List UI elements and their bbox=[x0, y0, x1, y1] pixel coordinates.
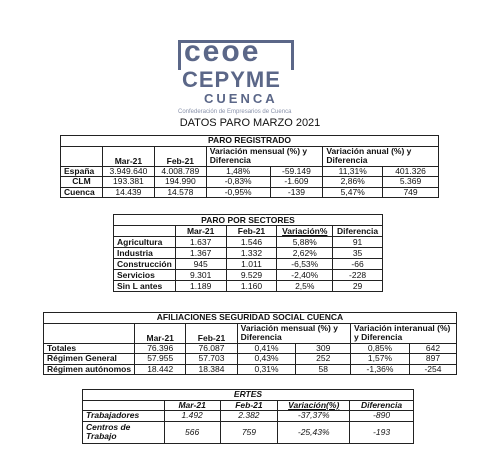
cell-var: -37,37% bbox=[278, 411, 350, 422]
row-label: Industria bbox=[114, 248, 176, 259]
cell-dif: -228 bbox=[333, 270, 383, 281]
cell-var-anual-pct: 2,86% bbox=[323, 177, 383, 188]
cell-feb: 14.578 bbox=[154, 187, 206, 198]
cell-feb: 57.703 bbox=[186, 354, 237, 365]
afiliaciones-title: AFILIACIONES SEGURIDAD SOCIAL CUENCA bbox=[44, 313, 457, 324]
paro-registrado-title: PARO REGISTRADO bbox=[61, 136, 439, 147]
empty-header-cell bbox=[114, 226, 176, 237]
col-header-feb: Feb-21 bbox=[154, 146, 206, 166]
col-header-var-anual: Variación anual (%) y Diferencia bbox=[323, 146, 439, 166]
logo-cepyme-text: CEPYME bbox=[182, 67, 281, 92]
cell-dif: 29 bbox=[333, 281, 383, 292]
cell-var: 5,88% bbox=[277, 237, 333, 248]
row-label: CLM bbox=[61, 177, 103, 188]
cell-mar: 57.955 bbox=[135, 354, 186, 365]
cell-var-pct: 0,41% bbox=[237, 343, 296, 354]
row-label: Trabajadores bbox=[83, 411, 165, 422]
paro-sectores-table bbox=[113, 214, 383, 292]
row-label: Régimen General bbox=[44, 354, 135, 365]
col-header-var-mensual: Variación mensual (%) y Diferencia bbox=[237, 323, 350, 343]
cell-var-pct: 0,43% bbox=[237, 354, 296, 365]
table-row bbox=[114, 270, 383, 281]
empty-header-cell bbox=[44, 323, 135, 343]
cell-feb: 1.160 bbox=[226, 281, 277, 292]
row-label: Servicios bbox=[114, 270, 176, 281]
table-row bbox=[114, 248, 383, 259]
table-row bbox=[44, 354, 457, 365]
row-label: Sin L antes bbox=[114, 281, 176, 292]
ceoe-cepyme-logo bbox=[178, 35, 328, 118]
cell-mar: 76.396 bbox=[135, 343, 186, 354]
cell-mar: 14.439 bbox=[102, 187, 154, 198]
ertes-title: ERTES bbox=[83, 390, 414, 401]
cell-dif: -193 bbox=[350, 421, 414, 443]
cell-var-dif: -139 bbox=[270, 187, 323, 198]
cell-var-pct: 1,48% bbox=[206, 166, 270, 177]
cell-mar: 18.442 bbox=[135, 364, 186, 375]
col-header-mar: Mar-21 bbox=[175, 226, 226, 237]
cell-var-dif: -1.609 bbox=[270, 177, 323, 188]
cell-var-anual-dif: 642 bbox=[409, 343, 456, 354]
col-header-mar: Mar-21 bbox=[135, 323, 186, 343]
cell-feb: 2.382 bbox=[220, 411, 278, 422]
row-label: Centros de Trabajo bbox=[83, 421, 165, 443]
cell-feb: 759 bbox=[220, 421, 278, 443]
cell-feb: 9.529 bbox=[226, 270, 277, 281]
cell-feb: 76.087 bbox=[186, 343, 237, 354]
cell-mar: 566 bbox=[164, 421, 220, 443]
table-row bbox=[114, 259, 383, 270]
col-header-variacion: Variación% bbox=[277, 226, 333, 237]
cell-feb: 1.011 bbox=[226, 259, 277, 270]
table-row bbox=[114, 237, 383, 248]
cell-mar: 1.189 bbox=[175, 281, 226, 292]
cell-dif: -890 bbox=[350, 411, 414, 422]
cell-mar: 1.367 bbox=[175, 248, 226, 259]
col-header-mar: Mar-21 bbox=[102, 146, 154, 166]
cell-var-dif: 252 bbox=[296, 354, 351, 365]
cell-var: 2,62% bbox=[277, 248, 333, 259]
col-header-feb: Feb-21 bbox=[186, 323, 237, 343]
cell-var: 2,5% bbox=[277, 281, 333, 292]
cell-mar: 193.381 bbox=[102, 177, 154, 188]
row-label: Construcción bbox=[114, 259, 176, 270]
table-row bbox=[83, 411, 414, 422]
cell-mar: 1.492 bbox=[164, 411, 220, 422]
cell-var-pct: -0,83% bbox=[206, 177, 270, 188]
cell-var-anual-pct: -1,36% bbox=[351, 364, 410, 375]
cell-feb: 1.332 bbox=[226, 248, 277, 259]
cell-mar: 3.949.640 bbox=[102, 166, 154, 177]
table-row bbox=[44, 343, 457, 354]
cell-dif: -66 bbox=[333, 259, 383, 270]
cell-var: -25,43% bbox=[278, 421, 350, 443]
col-header-mar: Mar-21 bbox=[164, 400, 220, 411]
cell-var-dif: -59.149 bbox=[270, 166, 323, 177]
cell-var: -6,53% bbox=[277, 259, 333, 270]
cell-var-anual-pct: 11,31% bbox=[323, 166, 383, 177]
cell-var-anual-dif: 5.369 bbox=[383, 177, 439, 188]
col-header-feb: Feb-21 bbox=[226, 226, 277, 237]
cell-var-anual-dif: 401.326 bbox=[383, 166, 439, 177]
col-header-var-interanual: Variación interanual (%) y Diferencia bbox=[351, 323, 457, 343]
cell-feb: 194.990 bbox=[154, 177, 206, 188]
logo-cuenca-text: CUENCA bbox=[204, 91, 278, 106]
paro-registrado-table bbox=[60, 135, 439, 198]
table-row bbox=[114, 281, 383, 292]
row-label: Cuenca bbox=[61, 187, 103, 198]
cell-mar: 9.301 bbox=[175, 270, 226, 281]
cell-mar: 1.637 bbox=[175, 237, 226, 248]
cell-feb: 4.008.789 bbox=[154, 166, 206, 177]
table-row bbox=[83, 421, 414, 443]
table-row bbox=[61, 177, 439, 188]
col-header-variacion: Variación(%) bbox=[278, 400, 350, 411]
cell-var-anual-pct: 1,57% bbox=[351, 354, 410, 365]
row-label: Agricultura bbox=[114, 237, 176, 248]
row-label: Totales bbox=[44, 343, 135, 354]
cell-var: -2,40% bbox=[277, 270, 333, 281]
table-row bbox=[61, 166, 439, 177]
cell-mar: 945 bbox=[175, 259, 226, 270]
cell-var-anual-pct: 5,47% bbox=[323, 187, 383, 198]
col-header-feb: Feb-21 bbox=[220, 400, 278, 411]
cell-var-anual-pct: 0,85% bbox=[351, 343, 410, 354]
ertes-table bbox=[82, 389, 414, 444]
table-row bbox=[61, 187, 439, 198]
row-label: Régimen autónomos bbox=[44, 364, 135, 375]
cell-var-dif: 309 bbox=[296, 343, 351, 354]
col-header-var-mensual: Variación mensual (%) y Diferencia bbox=[206, 146, 323, 166]
row-label: España bbox=[61, 166, 103, 177]
table-row bbox=[44, 364, 457, 375]
cell-var-dif: 58 bbox=[296, 364, 351, 375]
cell-feb: 18.384 bbox=[186, 364, 237, 375]
cell-var-anual-dif: 749 bbox=[383, 187, 439, 198]
col-header-diferencia: Diferencia bbox=[333, 226, 383, 237]
cell-var-pct: 0,31% bbox=[237, 364, 296, 375]
cell-var-anual-dif: 897 bbox=[409, 354, 456, 365]
cell-feb: 1.546 bbox=[226, 237, 277, 248]
cell-var-pct: -0,95% bbox=[206, 187, 270, 198]
empty-header-cell bbox=[83, 400, 165, 411]
logo-ceoe-text: ceoe bbox=[184, 35, 261, 68]
logo-tagline: Confederación de Empresarios de Cuenca bbox=[178, 109, 292, 115]
afiliaciones-table bbox=[43, 312, 457, 375]
cell-dif: 91 bbox=[333, 237, 383, 248]
empty-header-cell bbox=[61, 146, 103, 166]
page-title: DATOS PARO MARZO 2021 bbox=[179, 117, 321, 129]
cell-var-anual-dif: -254 bbox=[409, 364, 456, 375]
cell-dif: 35 bbox=[333, 248, 383, 259]
paro-sectores-title: PARO POR SECTORES bbox=[114, 215, 383, 226]
col-header-diferencia: Diferencia bbox=[350, 400, 414, 411]
